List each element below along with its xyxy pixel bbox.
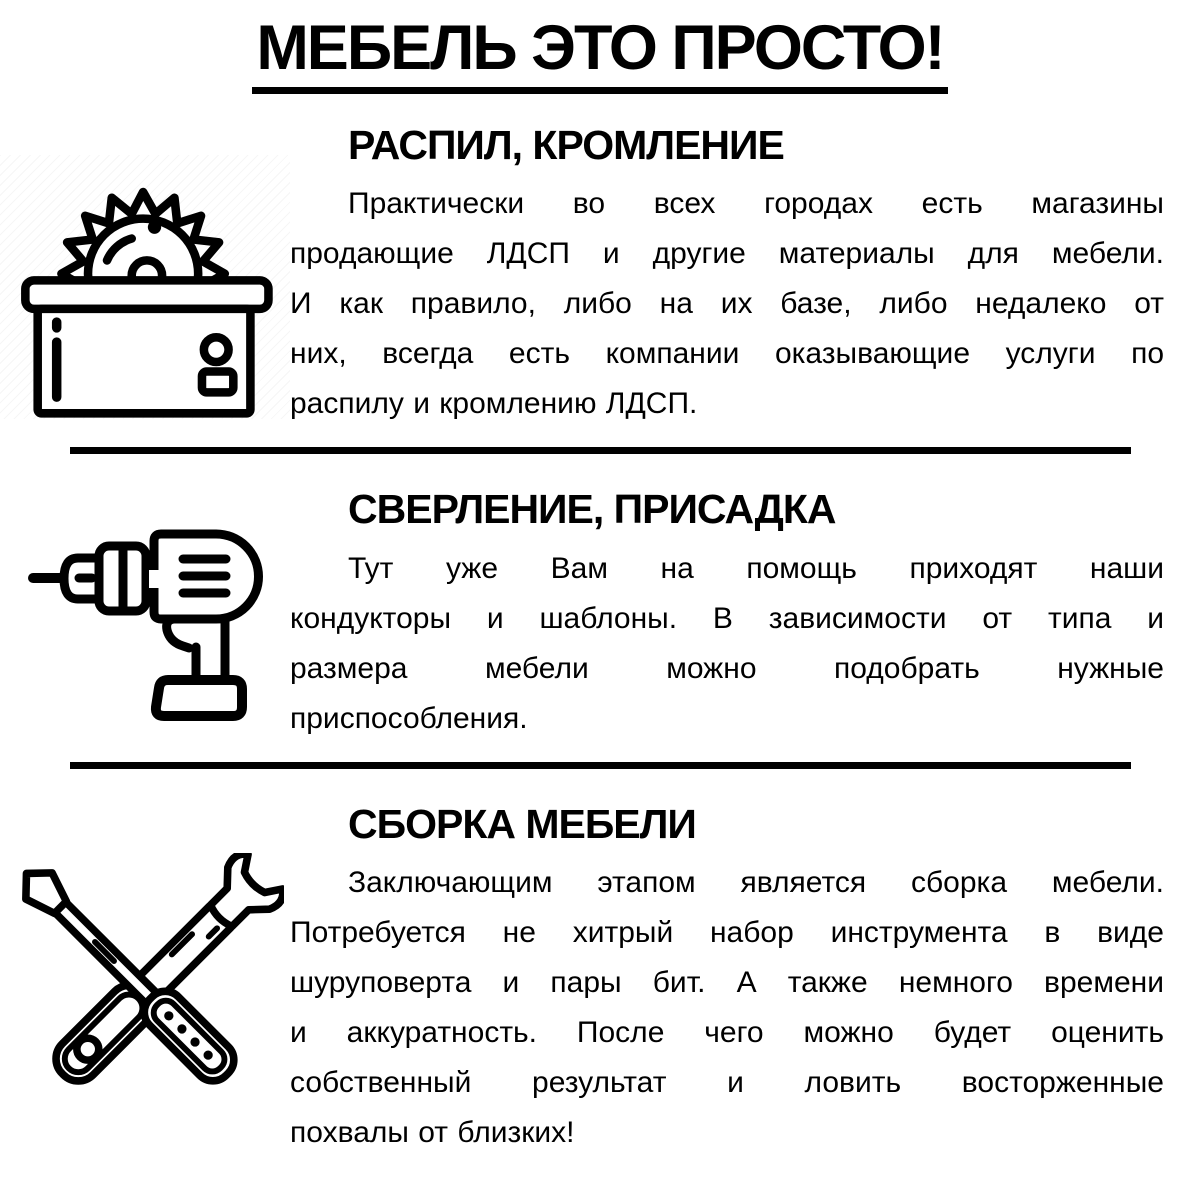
- body-line: распилу и кромлению ЛДСП.: [290, 387, 698, 421]
- table-saw-icon-svg: [12, 155, 278, 419]
- body-line: и аккуратность. После чего можно будет оценить: [290, 1015, 1164, 1049]
- body-line: кондукторы и шаблоны. В зависимости от типа и: [290, 601, 1164, 635]
- body-line: Практически во всех городах есть магазины: [348, 187, 1164, 221]
- section-heading-raspil: РАСПИЛ, КРОМЛЕНИЕ: [348, 122, 784, 169]
- section-divider: [70, 447, 1131, 454]
- body-line: собственный результат и ловить восторженные: [290, 1065, 1164, 1099]
- section-sverlenie: [0, 486, 1200, 743]
- body-line: них, всегда есть компании оказывающие услуги по: [290, 337, 1164, 371]
- drill-icon: [0, 526, 290, 730]
- body-line: размера мебели можно подобрать нужные: [290, 651, 1164, 685]
- screwdriver-wrench-icon: [0, 853, 290, 1131]
- body-line: И как правило, либо на их базе, либо недалеко от: [290, 287, 1164, 321]
- section-sborka: [0, 801, 1200, 1158]
- body-line: продающие ЛДСП и другие материалы для мебели.: [290, 237, 1164, 271]
- body-line: похвалы от близких!: [290, 1115, 575, 1149]
- section-divider: [70, 762, 1131, 769]
- body-line: Тут уже Вам на помощь приходят наши: [348, 551, 1164, 585]
- table-saw-icon: [0, 155, 290, 419]
- body-line: Потребуется не хитрый набор инструмента в виде: [290, 915, 1164, 949]
- body-line: приспособления.: [290, 701, 528, 735]
- drill-icon-svg: [19, 526, 271, 730]
- section-heading-sborka: СБОРКА МЕБЕЛИ: [348, 800, 696, 847]
- body-line: шуруповерта и пары бит. А также немного времени: [290, 965, 1164, 999]
- body-line: Заключающим этапом является сборка мебели.: [348, 865, 1164, 899]
- section-heading-sverlenie: СВЕРЛЕНИЕ, ПРИСАДКА: [348, 486, 836, 533]
- section-sborka-content: [290, 801, 1200, 1158]
- section-raspil-content: [290, 122, 1200, 429]
- page-title: [0, 0, 1200, 94]
- section-raspil: [0, 122, 1200, 429]
- section-sverlenie-content: [290, 486, 1200, 743]
- screwdriver-wrench-icon-svg: [6, 853, 284, 1131]
- page-title-text: МЕБЕЛЬ ЭТО ПРОСТО!: [252, 14, 947, 94]
